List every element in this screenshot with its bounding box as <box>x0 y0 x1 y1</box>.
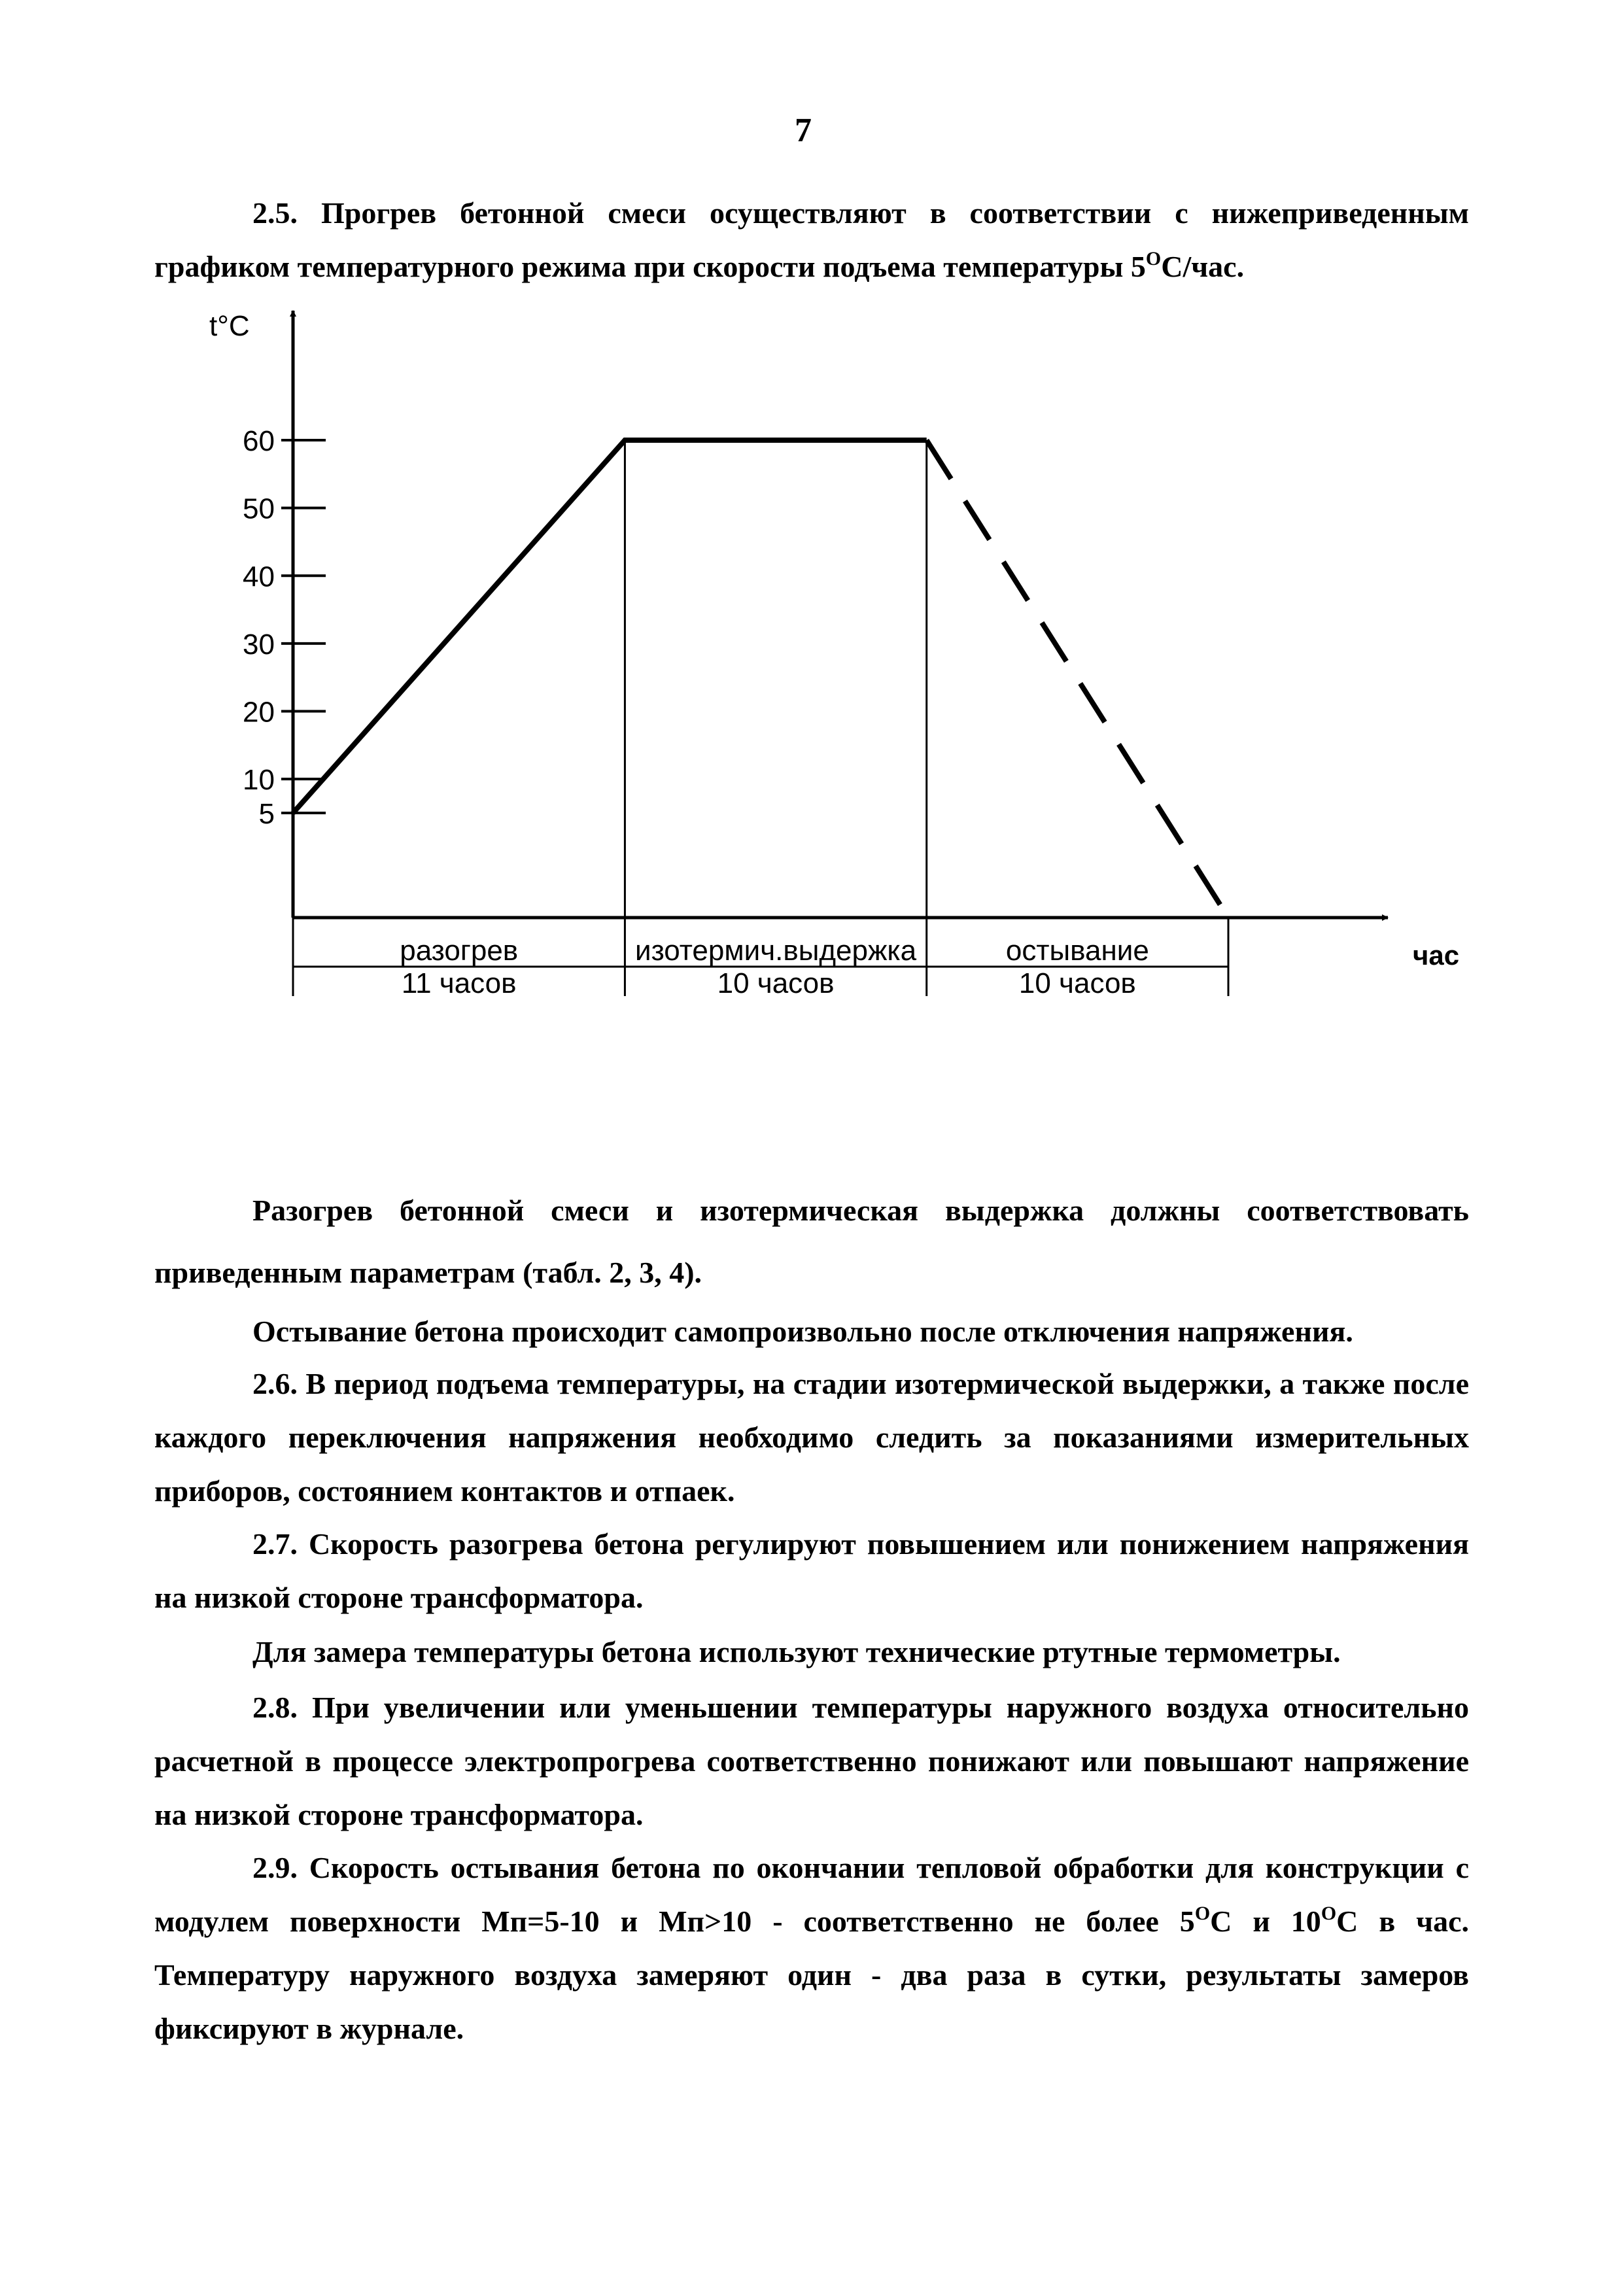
degree-symbol-1: О <box>1194 1903 1211 1924</box>
phase-duration-1: 10 часов <box>717 967 835 999</box>
y-tick-label-10: 10 <box>243 764 275 797</box>
phase-duration-0: 11 часов <box>401 967 517 999</box>
y-tick-label-20: 20 <box>243 696 275 729</box>
degree-symbol: О <box>1145 248 1162 269</box>
degree-symbol-2: О <box>1321 1903 1337 1924</box>
y-tick-label-40: 40 <box>243 561 275 593</box>
series-line-solid <box>293 440 927 813</box>
p5-text: Для замера температуры бетона используют технические ртутные термометры. <box>252 1635 1341 1668</box>
chart-series <box>293 440 1228 918</box>
phase-duration-2: 10 часов <box>1018 967 1136 999</box>
x-axis-label: час <box>1413 940 1460 971</box>
paragraph-1-line-1 <box>154 1184 1469 1237</box>
paragraph-4 <box>154 1517 1469 1625</box>
p7-text-b: С и 10 <box>1210 1905 1321 1938</box>
paragraph-6 <box>154 1681 1469 1842</box>
p2-text: Остывание бетона происходит самопроизвольно после отключения напряжения. <box>252 1315 1353 1348</box>
paragraph-1-line-2 <box>154 1246 1469 1300</box>
chart-axes <box>209 310 1459 971</box>
p1-line1: Разогрев бетонной смеси и изотермическая выдержка должны соответствовать <box>252 1194 1469 1227</box>
y-tick-label-5: 5 <box>258 798 275 830</box>
paragraph-3 <box>154 1357 1469 1518</box>
intro-text-1: 2.5. Прогрев бетонной смеси осуществляют в соответствии с нижеприведенным <box>252 196 1469 230</box>
p4-text: 2.7. Скорость разогрева бетона регулируют повышением или понижением напряжения на низкой стороне трансформатора. <box>154 1527 1469 1614</box>
y-axis-label: t°C <box>209 310 250 342</box>
p1-line2: приведенным параметрам (табл. 2, 3, 4). <box>154 1256 702 1289</box>
p6-text: 2.8. При увеличении или уменьшении температуры наружного воздуха относительно расчетной в процессе электропрогрева соответственно понижают или повышают напряжение на низкой стороне трансформатора. <box>154 1691 1469 1831</box>
intro-line-1 <box>154 186 1469 240</box>
y-tick-label-30: 30 <box>243 628 275 661</box>
y-ticks <box>243 425 326 830</box>
page-number: 7 <box>795 112 812 149</box>
paragraph-2 <box>154 1305 1469 1358</box>
series-line-dashed <box>927 440 1228 918</box>
phase-table <box>293 440 1228 999</box>
paragraph-7 <box>154 1841 1469 2056</box>
y-tick-label-50: 50 <box>243 492 275 525</box>
intro-line-2 <box>154 240 1469 294</box>
p7-text-c: С в час. Температуру наружного воздуха замеряют один - два раза в сутки, результаты замеров фиксируют в журнале. <box>154 1905 1469 2045</box>
p7-text-a: 2.9. Скорость остывания бетона по окончании тепловой обработки для конструкции с модулем поверхности Мп=5-10 и Мп>10 - соответственно не более 5 <box>154 1851 1469 1938</box>
intro-text-2: графиком температурного режима при скорости подъема температуры 5 <box>154 250 1146 283</box>
intro-text-2-tail: С/час. <box>1161 250 1245 283</box>
y-tick-label-60: 60 <box>243 425 275 457</box>
phase-name-0: разогрев <box>400 935 519 967</box>
paragraph-5 <box>154 1625 1469 1679</box>
chart-svg <box>183 298 1478 1043</box>
phase-name-2: остывание <box>1005 935 1149 967</box>
p3-text: 2.6. В период подъема температуры, на стадии изотермической выдержки, а также после каждого переключения напряжения необходимо следить за показаниями измерительных приборов, состоянием контактов и отпаек. <box>154 1367 1469 1508</box>
temperature-chart <box>183 298 1478 1043</box>
phase-name-1: изотермич.выдержка <box>635 935 917 967</box>
